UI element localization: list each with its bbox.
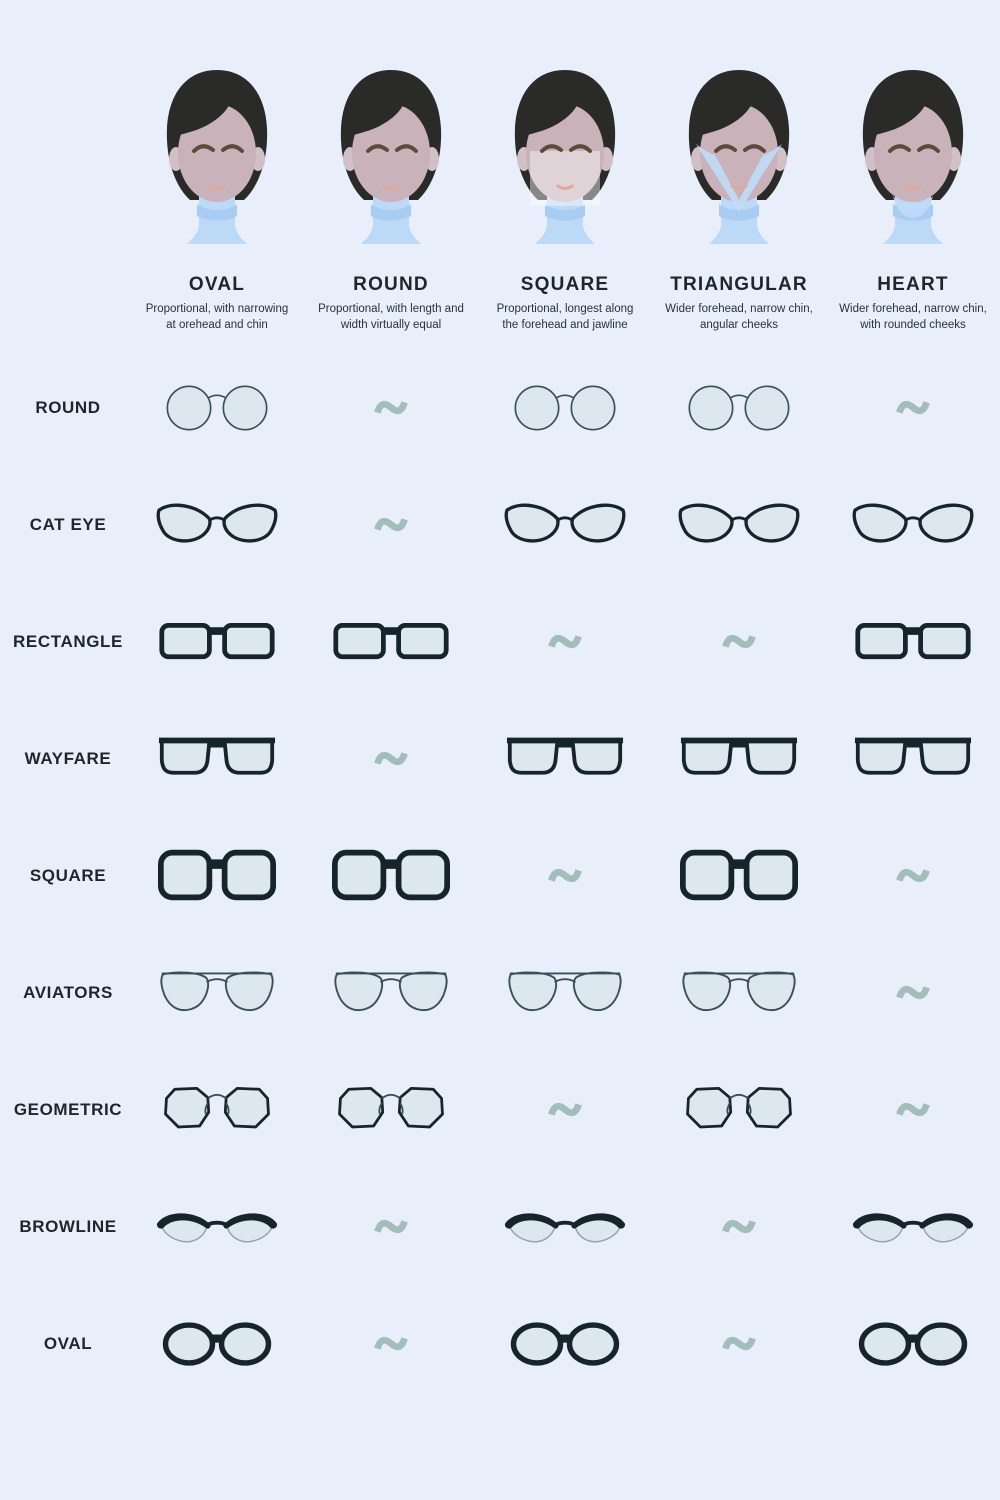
grid-cell: [130, 817, 304, 934]
glasses-type-label-round: ROUND: [35, 397, 101, 417]
grid-cell: [478, 1051, 652, 1168]
wayfare-glasses-icon: [155, 729, 279, 788]
grid-cell: [826, 349, 1000, 466]
grid-cell: [652, 1051, 826, 1168]
rectangle-glasses-icon: [329, 612, 453, 671]
squiggle-icon: [548, 1100, 582, 1119]
round-glasses-icon: [680, 380, 798, 436]
grid-cell: [304, 1168, 478, 1285]
face-shape-label: ROUND: [353, 274, 429, 295]
square-glasses-icon: [329, 846, 453, 905]
grid-cell: [130, 1285, 304, 1402]
wayfare-glasses-icon: [677, 729, 801, 788]
grid-cell: [478, 466, 652, 583]
grid-cell: [826, 1051, 1000, 1168]
grid-cell: [826, 583, 1000, 700]
squiggle-icon: [374, 515, 408, 534]
grid-cell: [304, 466, 478, 583]
grid-cell: [652, 466, 826, 583]
glasses-type-label-cateye: CAT EYE: [29, 514, 107, 534]
face-column-square: [478, 56, 652, 333]
oval-face-icon: [142, 56, 292, 266]
grid-cell: [826, 817, 1000, 934]
round-glasses-icon: [158, 380, 276, 436]
round-glasses-icon: [506, 380, 624, 436]
grid-cell: [478, 583, 652, 700]
rectangle-glasses-icon: [851, 612, 975, 671]
round-face-icon: [316, 56, 466, 266]
grid-cell: [130, 583, 304, 700]
cat-eye-glasses-icon: [503, 495, 627, 554]
geometric-glasses-icon: [679, 1081, 799, 1138]
grid-cell: [478, 1168, 652, 1285]
aviator-glasses-icon: [677, 963, 801, 1022]
grid-cell: [652, 700, 826, 817]
grid-cell: [652, 583, 826, 700]
squiggle-icon: [374, 1217, 408, 1236]
triangular-face-icon: [664, 56, 814, 266]
grid-cell: [826, 700, 1000, 817]
grid-cell: [652, 1168, 826, 1285]
square-glasses-icon: [677, 846, 801, 905]
grid-cell: [478, 349, 652, 466]
squiggle-icon: [548, 866, 582, 885]
oval-glasses-icon: [854, 1316, 972, 1372]
grid-cell: [130, 349, 304, 466]
grid-cell: [478, 817, 652, 934]
grid-cell: [478, 700, 652, 817]
grid-cell: [130, 1168, 304, 1285]
grid-cell: [652, 934, 826, 1051]
squiggle-icon: [896, 983, 930, 1002]
face-shape-description: Proportional, with length and width virtually equal: [318, 303, 464, 331]
squiggle-icon: [722, 1217, 756, 1236]
face-column-oval: [130, 56, 304, 333]
glasses-type-label-rectangle: RECTANGLE: [13, 631, 123, 651]
squiggle-icon: [548, 632, 582, 651]
grid-cell: [652, 349, 826, 466]
grid-cell: [478, 934, 652, 1051]
face-shape-header: [0, 0, 1000, 333]
squiggle-icon: [896, 398, 930, 417]
grid-cell: [826, 466, 1000, 583]
wayfare-glasses-icon: [503, 729, 627, 788]
face-column-round: [304, 56, 478, 333]
grid-cell: [130, 700, 304, 817]
face-shape-description: Wider forehead, narrow chin, with rounded cheeks: [839, 303, 987, 331]
grid-cell: [826, 934, 1000, 1051]
squiggle-icon: [374, 1334, 408, 1353]
grid-cell: [130, 466, 304, 583]
aviator-glasses-icon: [329, 963, 453, 1022]
grid-cell: [304, 583, 478, 700]
browline-glasses-icon: [155, 1197, 279, 1256]
header-spacer: [0, 56, 130, 333]
rectangle-glasses-icon: [155, 612, 279, 671]
squiggle-icon: [722, 1334, 756, 1353]
grid-cell: [304, 349, 478, 466]
grid-cell: [652, 817, 826, 934]
squiggle-icon: [896, 866, 930, 885]
face-column-heart: [826, 56, 1000, 333]
glasses-type-label-geometric: GEOMETRIC: [13, 1099, 123, 1119]
oval-glasses-icon: [158, 1316, 276, 1372]
geometric-glasses-icon: [331, 1081, 451, 1138]
face-column-triangular: [652, 56, 826, 333]
grid-cell: [130, 934, 304, 1051]
wayfare-glasses-icon: [851, 729, 975, 788]
cat-eye-glasses-icon: [851, 495, 975, 554]
heart-face-icon: [838, 56, 988, 266]
face-shape-description: Proportional, with narrowing at orehead and chin: [145, 303, 289, 331]
grid-cell: [304, 700, 478, 817]
glasses-type-label-wayfare: WAYFARE: [24, 748, 112, 768]
face-shape-label: HEART: [877, 274, 949, 295]
grid-cell: [826, 1168, 1000, 1285]
glasses-type-label-square: SQUARE: [29, 865, 107, 885]
glasses-type-label-oval: OVAL: [43, 1333, 93, 1353]
glasses-type-label-browline: BROWLINE: [19, 1216, 117, 1236]
face-shape-label: SQUARE: [520, 274, 610, 295]
aviator-glasses-icon: [503, 963, 627, 1022]
face-shape-description: Wider forehead, narrow chin, angular cheeks: [665, 303, 813, 331]
squiggle-icon: [374, 398, 408, 417]
grid-cell: [304, 817, 478, 934]
oval-glasses-icon: [506, 1316, 624, 1372]
squiggle-icon: [374, 749, 408, 768]
cat-eye-glasses-icon: [155, 495, 279, 554]
aviator-glasses-icon: [155, 963, 279, 1022]
browline-glasses-icon: [851, 1197, 975, 1256]
face-shape-description: Proportional, longest along the forehead and jawline: [496, 303, 634, 331]
grid-cell: [826, 1285, 1000, 1402]
grid-cell: [304, 934, 478, 1051]
square-glasses-icon: [155, 846, 279, 905]
cat-eye-glasses-icon: [677, 495, 801, 554]
face-shape-label: OVAL: [188, 274, 246, 295]
grid-cell: [304, 1285, 478, 1402]
square-face-icon: [490, 56, 640, 266]
geometric-glasses-icon: [157, 1081, 277, 1138]
face-shape-label: TRIANGULAR: [670, 274, 808, 295]
browline-glasses-icon: [503, 1197, 627, 1256]
compatibility-grid: [0, 349, 1000, 1402]
grid-cell: [652, 1285, 826, 1402]
glasses-type-label-aviators: AVIATORS: [23, 982, 113, 1002]
squiggle-icon: [896, 1100, 930, 1119]
squiggle-icon: [722, 632, 756, 651]
grid-cell: [130, 1051, 304, 1168]
grid-cell: [478, 1285, 652, 1402]
grid-cell: [304, 1051, 478, 1168]
